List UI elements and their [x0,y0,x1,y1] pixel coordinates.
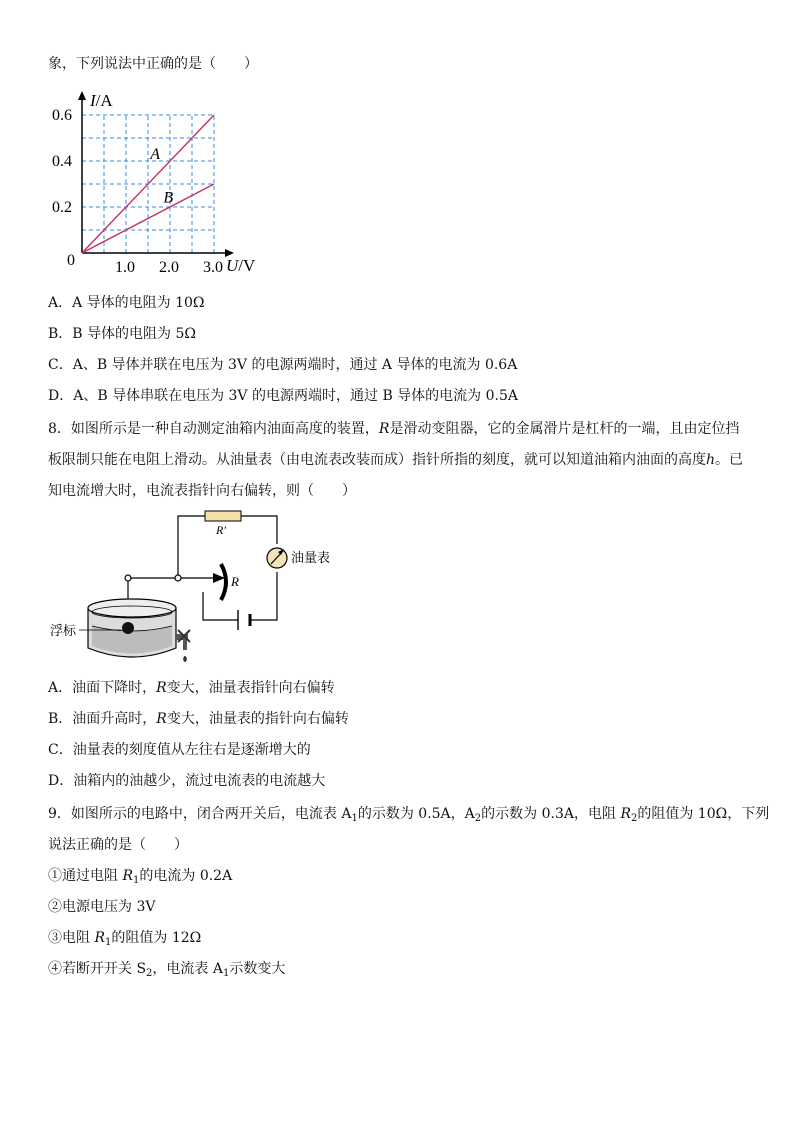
q9-statement-2[interactable]: ②电源电压为 3V [48,899,156,915]
svg-text:U/V [226,256,256,275]
junction-left [125,575,131,581]
x-tick-label: 3.0 [203,259,223,276]
x-tick-label: 2.0 [159,259,179,276]
q8-stem-line3: 知电流增大时，电流表指针向右偏转，则（ ） [48,483,356,499]
q9-statement-4[interactable]: ④若断开开关 $S_2$，电流表 $A_1$示数变大 [48,961,286,979]
x-axis-unit: /V [238,256,256,275]
iu-graph [40,85,270,285]
q8-option-a[interactable]: A．油面下降时，R变大，油量表指针向右偏转 [48,680,335,696]
x-axis-symbol: U [226,256,239,275]
resistor-r-prime [205,511,241,521]
label-r-prime: R′ [216,523,226,537]
variable-resistor-r [221,564,226,600]
series-label-A: A [150,146,160,163]
q8-stem-line2: 板限制只能在电阻上滑动。从油量表（由电流表改装而成）指针所指的刻度，就可以知道油箱内油面的高度h。已 [48,452,744,468]
y-axis-arrow [78,91,86,100]
x-axis-title [226,256,256,275]
y-axis-unit: /A [95,91,113,110]
wire-top [178,516,277,578]
y-tick-label: 0.4 [52,153,72,170]
junction-right [175,575,181,581]
y-axis-title [89,91,113,110]
label-oil-meter: 油量表 [291,550,331,565]
x-tick-label: 1.0 [115,259,135,276]
tap-icon [176,630,190,662]
svg-text:I/A [89,91,113,110]
label-float: 浮标 [50,623,77,638]
y-axis-symbol: I [90,91,96,110]
origin-label: 0 [67,252,75,269]
oil-gauge-diagram [45,508,345,668]
q8-option-d[interactable]: D．油箱内的油越少，流过电流表的电流越大 [48,773,326,789]
label-r: R [231,574,239,589]
y-tick-label: 0.6 [52,107,72,124]
wire-left-bottom [203,592,238,620]
q8-option-b[interactable]: B．油面升高时，R变大，油量表的指针向右偏转 [48,711,349,727]
q7-option-c[interactable]: C．A、B 导体并联在电压为 3V 的电源两端时，通过 A 导体的电流为 0.6A [48,357,518,373]
q8-option-c[interactable]: C．油量表的刻度值从左往右是逐渐增大的 [48,742,311,758]
q7-option-a[interactable]: A．A 导体的电阻为 10Ω [48,295,205,311]
q9-stem-line1: 9．如图所示的电路中，闭合两开关后，电流表 $A_1$的示数为 0.5A，$A_2$的示数为 0.3A，电阻 $R_2$的阻值为 10Ω，下列 [48,806,770,824]
q7-stem: 象，下列说法中正确的是（ ） [48,56,258,72]
float-ball [122,622,134,634]
y-tick-label: 0.2 [52,199,72,216]
q7-option-d[interactable]: D．A、B 导体串联在电压为 3V 的电源两端时，通过 B 导体的电流为 0.5A [48,388,519,404]
q7-option-b[interactable]: B．B 导体的电阻为 5Ω [48,326,196,342]
q9-statement-1[interactable]: ①通过电阻 $R_1$的电流为 0.2A [48,868,233,886]
q9-stem-line2: 说法正确的是（ ） [48,837,188,853]
q8-stem-line1: 8．如图所示是一种自动测定油箱内油面高度的装置，R是滑动变阻器，它的金属滑片是杠杆的一端，且由定位挡 [48,421,740,437]
series-label-B: B [163,189,174,207]
q9-statement-3[interactable]: ③电阻 $R_1$的阻值为 12Ω [48,930,202,948]
wire-right [250,572,277,620]
